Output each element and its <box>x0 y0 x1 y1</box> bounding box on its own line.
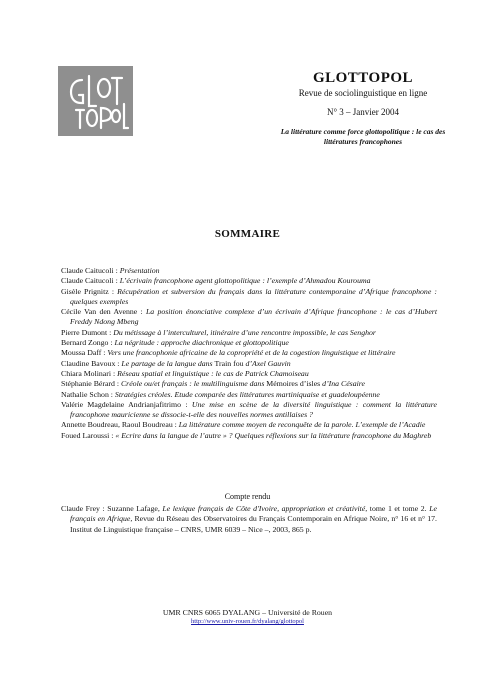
toc-entry-title-end: d’Ina Césaire <box>320 379 365 389</box>
table-of-contents <box>61 266 437 441</box>
toc-entry-title: Stratégies créoles. Etude comparée des littératures martiniquaise et guadeloupéenne <box>114 389 380 399</box>
issue-number: N° 3 – Janvier 2004 <box>326 107 400 117</box>
glottopol-logo-icon <box>58 66 133 136</box>
toc-entry-title: Du métissage à l’interculturel, itinéraire d’une rencontre impossible, le cas Senghor <box>113 327 376 337</box>
review-journal-title: Le français en Afrique <box>70 504 437 524</box>
toc-entry-title: Une mise en scène de la diversité linguistique : comment la littérature francophone mauricienne se dissocie-t-elle des nouvelles normes antillaises ? <box>70 399 438 420</box>
toc-entry-author: Pierre Dumont : <box>61 327 114 337</box>
logo-graphic <box>58 66 133 136</box>
toc-entry-author: Chiara Molinari : <box>61 368 118 378</box>
issue-theme: La littérature comme force glottopolitique : le cas des littératures francophones <box>280 127 446 146</box>
toc-entry-title-end: d’Axel Gauvin <box>243 358 291 368</box>
toc-entry <box>61 359 437 369</box>
toc-entry <box>61 379 437 389</box>
toc-entry-title: L’écrivain francophone agent glottopolitique : l’exemple d’Ahmadou Kourouma <box>119 276 371 286</box>
toc-entry <box>61 276 437 286</box>
toc-entry-title: Vers une francophonie africaine de la copropriété et de la cogestion linguistique et littéraire <box>107 348 396 358</box>
toc-entry-author: Moussa Daff : <box>61 348 108 358</box>
toc-entry-work-title: Train fou <box>214 358 244 368</box>
toc-entry-title: La position énonciative complexe d’un écrivain d’Afrique francophone : le cas d’Hubert Freddy Ndong Mbeng <box>70 307 437 327</box>
toc-entry-title: Présentation <box>119 266 160 275</box>
toc-entry-title: Le partage de la langue dans <box>121 358 215 368</box>
sommaire-heading: SOMMAIRE <box>214 228 281 240</box>
compte-rendu-heading: Compte rendu <box>224 492 271 501</box>
review-author: Claude Frey : Suzanne Lafage, <box>61 504 163 513</box>
toc-entry-author: Stéphanie Bérard : <box>61 379 121 389</box>
toc-entry-author: Foued Laroussi : <box>61 430 116 440</box>
toc-entry-title: « Ecrire dans la langue de l’autre » ? Quelques réflexions sur la littérature francophone du Maghreb <box>115 430 432 440</box>
toc-entry <box>61 338 437 348</box>
toc-entry <box>61 307 437 328</box>
toc-entry-work-title: Mémoires d’isles <box>266 379 321 389</box>
toc-entry <box>61 431 437 441</box>
footer-institution: UMR CNRS 6065 DYALANG – Université de Rouen <box>162 608 333 617</box>
toc-entry <box>61 287 437 308</box>
toc-entry-author: Valérie Magdelaine Andrianjafitrimo : <box>61 399 192 409</box>
toc-entry <box>61 348 437 358</box>
toc-entry-title: La négritude : approche diachronique et glottopolitique <box>114 338 289 348</box>
journal-subtitle: Revue de sociolinguistique en ligne <box>298 88 428 98</box>
toc-entry-author: Claudine Bavoux : <box>61 358 122 368</box>
footer-link[interactable]: http://www.univ-rouen.fr/dyalang/glottopol <box>191 618 304 625</box>
toc-entry-title: Récupération et subversion du français dans la littérature contemporaine d’Afrique francophone : quelques exemples <box>70 286 437 306</box>
toc-entry <box>61 390 437 400</box>
toc-entry-author: Gisèle Prignitz : <box>61 286 118 296</box>
review-text-end: , Revue du Réseau des Observatoires du Français Contemporain en Afrique Noire, n° 16 et n° 17. Institut de Linguistique française – CNRS, UMR 6039 – Nice –, 2003, 865 p. <box>70 514 437 534</box>
toc-entry <box>61 400 437 421</box>
toc-entry-author: Cécile Van den Avenne : <box>61 307 146 317</box>
toc-entry-author: Bernard Zongo : <box>61 338 115 348</box>
toc-entry-title: Réseau spatial et linguistique : le cas de Patrick Chamoiseau <box>117 368 309 378</box>
toc-entry-title: La littérature comme moyen de reconquête de la parole. L’exemple de l’Acadie <box>178 420 426 430</box>
toc-entry <box>61 328 437 338</box>
toc-entry-title: Créole ou/et français : le multilinguisme dans <box>120 379 267 389</box>
journal-title: GLOTTOPOL <box>312 70 414 86</box>
review-text: , tome 1 et tome 2. <box>365 504 430 513</box>
toc-entry <box>61 369 437 379</box>
toc-entry <box>61 420 437 430</box>
toc-entry-author: Nathalie Schon : <box>61 389 115 399</box>
review-book-title: Le lexique français de Côte d'Ivoire, appropriation et créativité <box>162 504 366 513</box>
toc-entry-author: Claude Caitucoli : <box>61 276 120 286</box>
toc-entry <box>61 266 437 276</box>
compte-rendu-entry <box>61 504 437 535</box>
toc-entry-author: Annette Boudreau, Raoul Boudreau : <box>61 420 179 430</box>
toc-entry-author: Claude Caitucoli : <box>61 266 120 275</box>
